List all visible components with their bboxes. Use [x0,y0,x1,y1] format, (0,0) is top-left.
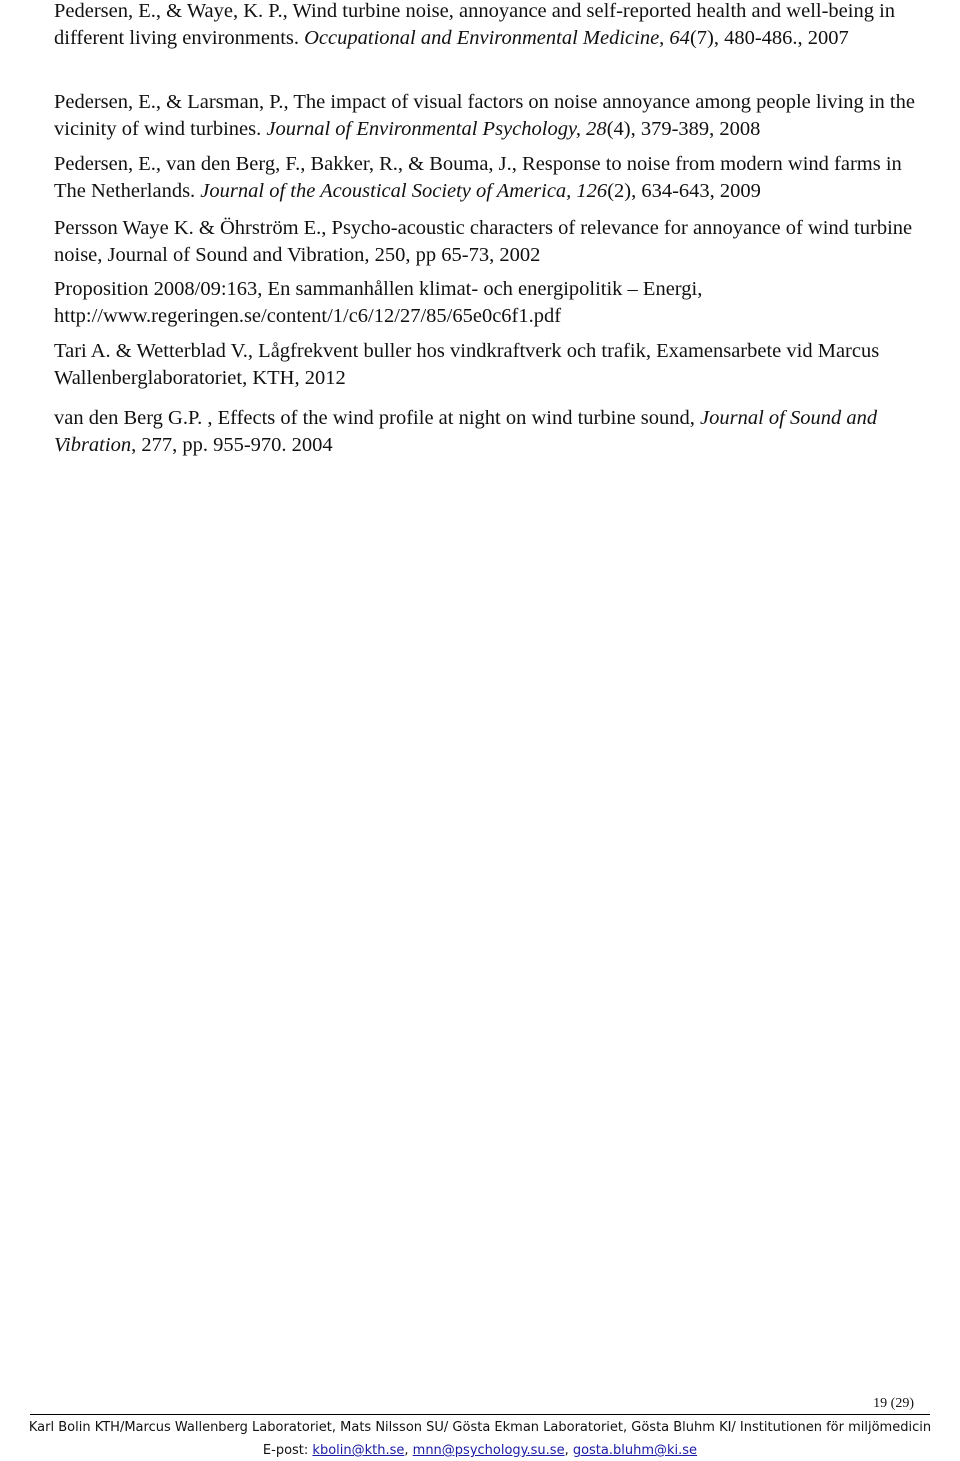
reference-item [54,151,934,205]
email-link-kbolin[interactable]: kbolin@kth.se [312,1443,405,1458]
reference-item [54,405,934,459]
reference-item [54,89,934,143]
email-link-gosta[interactable]: gosta.bluhm@ki.se [572,1443,698,1458]
footer-authors: Karl Bolin KTH/Marcus Wallenberg Laboratoriet, Mats Nilsson SU/ Gösta Ekman Laboratoriet, Gösta Bluhm KI/ Institutionen för miljömedicin [28,1420,932,1435]
reference-item [54,0,934,52]
footer-divider [30,1414,930,1415]
reference-text: Pedersen, E., van den Berg, F., Bakker, R., & Bouma, J., Response to noise from modern wind farms in The Netherlands. [54,153,902,202]
reference-details: (2), 634-643, 2009 [607,180,761,202]
page-number: 19 (29) [873,1396,914,1411]
reference-item [54,338,934,392]
reference-details: (7), 480-486., 2007 [689,27,849,49]
reference-details: , 277, pp. 955-970. 2004 [131,434,333,456]
reference-text: Tari A. & Wetterblad V., Lågfrekvent buller hos vindkraftverk och trafik, Examensarbete vid Marcus Wallenberglaboratoriet, KTH, 2012 [54,340,880,389]
journal-title: Journal of Environmental Psychology, 28 [266,118,607,140]
email-label: E-post: [262,1443,313,1458]
reference-text: Pedersen, E., & Waye, K. P., Wind turbine noise, annoyance and self-reported health and well-being in different living environments. [54,0,896,49]
journal-title: Journal of the Acoustical Society of America, 126 [200,180,608,202]
reference-text: Persson Waye K. & Öhrström E., Psycho-acoustic characters of relevance for annoyance of wind turbine noise, Journal of Sound and Vibration, 250, pp 65-73, 2002 [54,217,913,266]
journal-title: Journal of Sound and Vibration [54,407,878,456]
reference-text: Pedersen, E., & Larsman, P., The impact of visual factors on noise annoyance among people living in the vicinity of wind turbines. [54,91,915,140]
email-link-mnn[interactable]: mnn@psychology.su.se [412,1443,565,1458]
email-separator: , [564,1443,573,1458]
reference-item [54,215,934,269]
journal-title: Occupational and Environmental Medicine, 64 [304,27,690,49]
footer-emails [0,1443,960,1458]
reference-text: van den Berg G.P. , Effects of the wind profile at night on wind turbine sound, [54,407,701,429]
reference-text: Proposition 2008/09:163, En sammanhållen klimat- och energipolitik – Energi, http://www.regeringen.se/content/1/c6/12/27/85/65e0c6f1.pdf [54,278,703,327]
reference-details: (4), 379-389, 2008 [606,118,761,140]
email-separator: , [404,1443,413,1458]
reference-item [54,276,934,330]
